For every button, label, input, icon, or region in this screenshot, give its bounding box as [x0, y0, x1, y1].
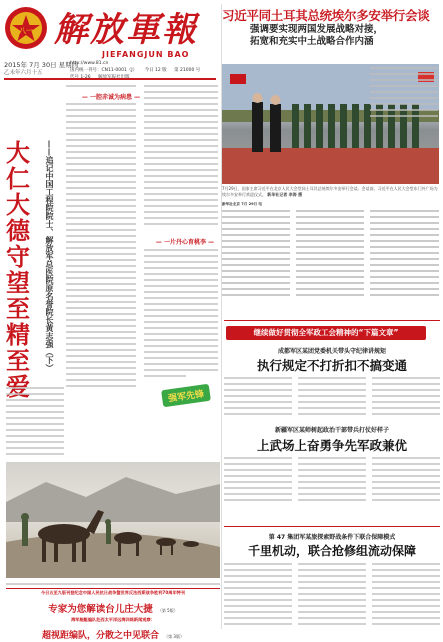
lead-dateline: 新华社北京 7月 29日 电	[222, 202, 263, 206]
right-column-text	[368, 64, 440, 194]
feature-col-heading-1: — 一腔赤诚为病患 —	[81, 94, 141, 101]
navy-title[interactable]: 超视距编队，分散之中见联合 （第 3版）	[42, 631, 184, 641]
lead-body-text-lines	[222, 207, 439, 303]
masthead-rule	[4, 78, 216, 80]
weekday: 星期四	[58, 61, 79, 69]
story-4-body-text	[224, 560, 440, 630]
special-issue-title[interactable]: 专家为您解读台儿庄大捷 （第 5版）	[48, 604, 178, 615]
feature-side-title: ——追记中国工程院院士、解放军总医院原名誉院长黄志强（下）	[45, 140, 54, 372]
camel-illustration	[6, 462, 220, 578]
story-4-kicker: 第 47 集团军某旅探索野战条件下联合保障模式	[268, 534, 396, 541]
feature-lower-text-lines	[6, 384, 66, 464]
navy-kicker: 海军舰艇编队赴西太平洋远海训练新闻观察：	[71, 617, 155, 622]
feature-body-text-lines	[66, 82, 218, 462]
section-divider	[224, 320, 440, 321]
date: 2015年 7月 30日	[4, 61, 57, 69]
story-2-kicker: 成都军区某团党委机关带头守纪律讲规矩	[277, 348, 386, 355]
lunar-date: 乙未年六月十五	[4, 70, 43, 76]
section-divider	[224, 526, 440, 527]
story-4-title[interactable]: 千里机动，联合抢修组流动保障	[247, 544, 416, 558]
story-3-body-text	[224, 454, 440, 506]
story-2-title[interactable]: 执行规定不打折扣不搞变通	[256, 358, 407, 373]
camel-photo-caption	[6, 580, 220, 588]
lead-subtitle-2: 拓宽和充实中土战略合作内涵	[250, 36, 374, 47]
photo-credit: 新华社记者 李涛 摄	[267, 192, 303, 197]
story-3-kicker: 新疆军区某师树起政治干部带兵打仗好样子	[274, 427, 389, 434]
editorial-banner[interactable]: 继续做好贯彻全军政工会精神的“下篇文章”	[226, 326, 426, 340]
lead-photo-caption: 7月29日，国家主席习近平在北京人民大会堂同土耳其总统埃尔多安举行会谈。会谈前，习近平在人民大会堂东门外广场为埃尔多安举行欢迎仪式。 新华社记者 李涛 摄	[222, 186, 438, 197]
section-divider	[6, 588, 220, 589]
lead-body	[222, 202, 439, 306]
special-issue-kicker: 今日五至九版刊登纪念中国人民抗日战争暨世界反法西斯战争胜利70周年特刊	[40, 590, 186, 595]
lead-subtitle-1: 强调要实现两国发展战略对接，	[250, 24, 384, 35]
story-3-title[interactable]: 上武场上奋勇争先军政兼优	[256, 438, 407, 453]
issue-code: 国内统一刊号：CN11-0001（J）	[70, 68, 138, 73]
story-2-body-text	[224, 374, 440, 418]
page-count: 今日 12 版	[144, 68, 167, 73]
svg-text:八一: 八一	[19, 27, 33, 35]
website[interactable]: http://www.81.cn	[70, 61, 109, 66]
feature-col-heading-2: — 一片丹心育桃李 —	[155, 239, 215, 246]
lead-headline[interactable]: 习近平同土耳其总统埃尔多安举行会谈	[222, 8, 430, 23]
paper-name: 解放軍報	[54, 10, 198, 50]
bottom-left-promo	[6, 590, 220, 641]
strong-army-pioneer-badge: 强军先锋	[161, 384, 211, 408]
column-divider	[221, 4, 222, 629]
issue-number: 第 21000 号	[174, 68, 201, 73]
lead-subheadline	[250, 24, 440, 48]
army-emblem-icon	[4, 6, 48, 50]
paper-name-en: JIEFANGJUN BAO	[102, 50, 190, 59]
feature-big-title[interactable]: 大仁大德守望至精至爱	[6, 138, 32, 401]
camel-patrol-photo	[6, 462, 220, 578]
